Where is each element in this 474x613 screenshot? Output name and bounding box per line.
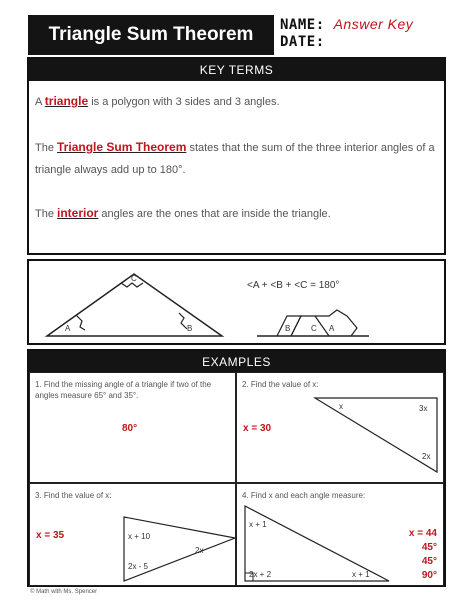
definition-triangle	[35, 93, 440, 110]
main-triangle	[47, 274, 222, 336]
example-3-figure	[30, 484, 237, 587]
example-3	[29, 483, 236, 586]
key-terms-section	[27, 57, 446, 255]
ex3-label-b: 2x	[195, 546, 204, 555]
example-4-angle-3: 90°	[421, 570, 437, 581]
angle-c-label: C	[131, 274, 137, 283]
ex4-label-b: 2x + 2	[249, 570, 272, 579]
ex2-label-x: x	[339, 402, 343, 411]
rearranged-angles-figure	[257, 310, 369, 336]
example-2-answer: x = 30	[243, 423, 272, 434]
angle-b-label: B	[187, 324, 193, 333]
def2-pre: The	[35, 142, 58, 154]
term-triangle: triangle	[44, 94, 89, 108]
angle-c-mark	[121, 283, 143, 287]
date-label: DATE:	[280, 34, 325, 50]
rearranged-a-label: A	[329, 324, 335, 333]
ex4-label-a: x + 1	[249, 520, 267, 529]
def3-pre: The	[35, 208, 58, 220]
page-title: Triangle Sum Theorem	[28, 15, 274, 55]
example-3-question: 3. Find the value of x:	[35, 491, 112, 500]
angle-a-label: A	[65, 324, 71, 333]
example-1-answer: 80°	[122, 423, 138, 434]
example-2	[236, 372, 444, 483]
theorem-diagram-section	[27, 259, 446, 345]
example-4-answer-x: x = 44	[408, 528, 437, 539]
ex2-label-3x: 3x	[419, 404, 428, 413]
ex2-label-2x: 2x	[422, 452, 431, 461]
example-4	[236, 483, 444, 586]
def1-post: is a polygon with 3 sides and 3 angles.	[88, 96, 280, 108]
footer-credit: © Math with Ms. Spencer	[30, 589, 98, 595]
rearranged-c-label: C	[311, 324, 317, 333]
def3-post: angles are the ones that are inside the triangle.	[98, 208, 331, 220]
definition-interior	[35, 205, 440, 222]
def2-post: states that the sum of the three interior angles of a triangle always add up to 180°.	[35, 142, 435, 176]
example-1	[29, 372, 236, 483]
example-2-question: 2. Find the value of x:	[242, 380, 319, 389]
key-terms-body	[35, 93, 440, 222]
sum-equation: <A + <B + <C = 180°	[247, 280, 340, 291]
example-4-question: 4. Find x and each angle measure:	[242, 491, 366, 500]
name-label: NAME:	[280, 17, 325, 33]
name-value: Answer Key	[333, 16, 414, 32]
examples-heading: EXAMPLES	[29, 351, 444, 373]
rearranged-b-label: B	[285, 324, 291, 333]
example-1-question: 1. Find the missing angle of a triangle if two of the angles measure 65° and 35°.	[35, 380, 212, 400]
term-triangle-sum-theorem: Triangle Sum Theorem	[57, 140, 187, 154]
name-field	[280, 16, 413, 33]
ex4-label-c: x + 1	[352, 570, 370, 579]
example-2-figure	[237, 373, 445, 484]
term-interior: interior	[57, 206, 99, 220]
example-4-angle-2: 45°	[421, 556, 437, 567]
example-3-answer: x = 35	[36, 530, 65, 541]
key-terms-heading: KEY TERMS	[29, 59, 444, 81]
angle-a-mark	[76, 315, 85, 330]
def1-pre: A	[35, 96, 45, 108]
example-4-angle-1: 45°	[421, 542, 437, 553]
ex3-label-c: 2x - 5	[128, 562, 149, 571]
ex3-label-a: x + 10	[128, 532, 151, 541]
triangle-diagram	[29, 261, 444, 343]
angle-b-mark	[179, 313, 187, 329]
definition-theorem	[35, 136, 440, 181]
